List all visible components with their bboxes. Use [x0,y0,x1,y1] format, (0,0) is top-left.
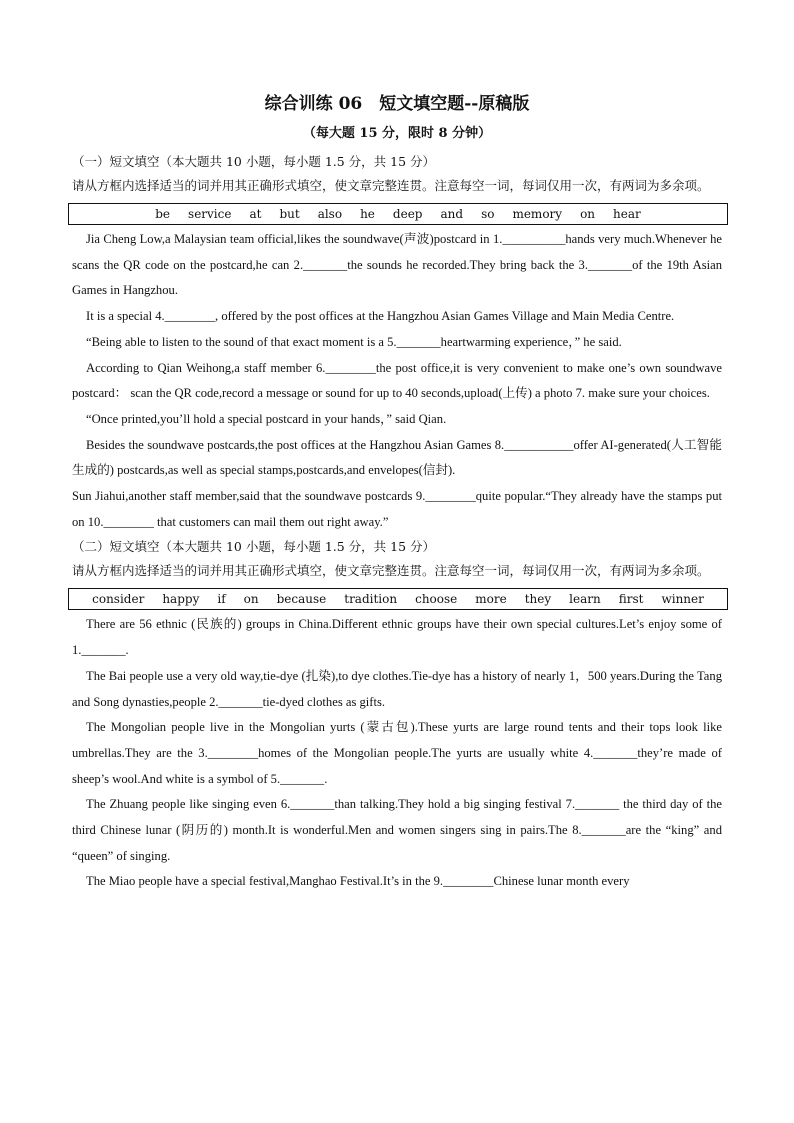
passage-paragraph: “Being able to listen to the sound of that exact moment is a 5._______heartwarming experience，” he said. [86,334,622,349]
word-option: hear [613,207,641,221]
passage-paragraph: The Mongolian people live in the Mongolian yurts (蒙古包).These yurts are large round tents and their tops look like umbrellas.They are the 3.________homes of the Mongolian people.The yurts are usually white 4._______they’re made of sheep’s wool.And white is a symbol of 5._______. [72,720,722,786]
word-option: first [618,592,644,607]
word-option: so [481,207,495,221]
passage-paragraph: “Once printed,you’ll hold a special postcard in your hands，” said Qian. [86,411,447,426]
passage-paragraph: Sun Jiahui,another staff member,said that the soundwave postcards 9.________quite popular.“They already have the stamps put on 10.________ that customers can mail them out right away.” [72,489,722,529]
word-option: service [188,207,232,221]
word-option: at [249,207,262,221]
section-heading: （一）短文填空（本大题共 10 小题，每小题 1.5 分，共 15 分） [72,154,436,169]
word-option: on [243,592,259,607]
word-option: also [317,207,343,221]
section-instruction: 请从方框内选择适当的词并用其正确形式填空，使文章完整连贯。注意每空一词，每词仅用一次，有两词为多余项。 [72,178,710,193]
passage-paragraph: It is a special 4.________, offered by the post offices at the Hangzhou Asian Games Village and Main Media Centre. [86,309,675,324]
word-option: consider [92,592,145,607]
passage-paragraph: The Bai people use a very old way,tie-dye (扎染),to dye clothes.Tie-dye has a history of nearly 1，500 years.During the Tang and Song dynasties,people 2._______tie-dyed clothes as gifts. [72,668,722,709]
word-option: be [155,207,171,221]
section-1 [72,150,722,535]
passage-paragraph: There are 56 ethnic (民族的) groups in China.Different ethnic groups have their own special cultures.Let’s enjoy some of 1._______. [72,617,722,658]
section-instruction: 请从方框内选择适当的词并用其正确形式填空，使文章完整连贯。注意每空一词，每词仅用一次，有两词为多余项。 [72,563,710,579]
word-option: choose [415,592,458,607]
section-heading: （二）短文填空（本大题共 10 小题，每小题 1.5 分，共 15 分） [72,539,436,555]
word-option: learn [569,592,601,607]
section-2 [72,535,722,895]
passage-paragraph: According to Qian Weihong,a staff member 6.________the post office,it is very convenient to make one’s own soundwave postcard： scan the QR code,record a message or sound for up to 40 seconds,upload(上传) a photo 7. make sure your choices. [72,360,722,401]
word-option: they [524,592,552,607]
word-option: winner [661,592,704,607]
passage-paragraph: Jia Cheng Low,a Malaysian team official,likes the soundwave(声波)postcard in 1.__________hands very much.Whenever he scans the QR code on the postcard,he can 2._______the sounds he recorded.They bring back the 3._______of the 19th Asian Games in Hangzhou. [72,232,722,298]
page-title: 综合训练 06 短文填空题--原稿版 [264,94,530,114]
passage-paragraph: The Zhuang people like singing even 6._______than talking.They hold a big singing festival 7._______ the third day of the third Chinese lunar (阴历的) month.It is wonderful.Men and women singers sing in pairs.The 8._______are the “king” and “queen” of singing. [72,797,722,863]
word-option: deep [392,207,423,221]
passage-paragraph: The Miao people have a special festival,Manghao Festival.It’s in the 9.________Chinese lunar month every [86,874,630,889]
word-option: but [279,207,300,221]
word-box [68,588,728,610]
passage-paragraph: Besides the soundwave postcards,the post offices at the Hangzhou Asian Games 8.___________offer AI-generated(人工智能生成的) postcards,as well as special stamps,postcards,and envelopes(信封). [72,437,722,478]
word-option: more [475,592,507,607]
word-box [68,203,728,225]
word-option: because [276,592,327,607]
word-option: on [580,207,596,221]
word-option: if [217,592,226,607]
word-option: he [360,207,375,221]
document-page [72,92,722,895]
word-option: memory [512,207,563,221]
word-option: and [440,207,464,221]
word-option: happy [162,592,200,607]
word-option: tradition [344,592,398,607]
page-subtitle: （每大题 15 分，限时 8 分钟） [302,126,492,141]
